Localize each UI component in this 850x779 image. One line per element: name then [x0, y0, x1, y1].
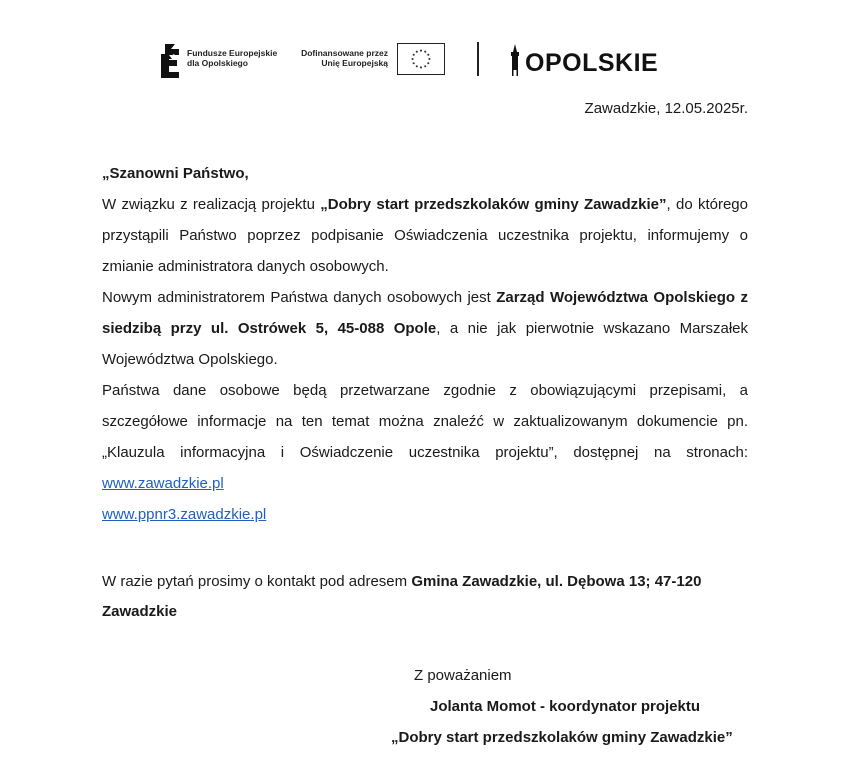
- eu-star-icon: [413, 54, 415, 56]
- eu-flag-icon: [397, 43, 445, 75]
- eu-star-icon: [416, 65, 418, 67]
- eu-star-icon: [416, 51, 418, 53]
- link-line-1: [102, 468, 748, 499]
- letter-date: Zawadzkie, 12.05.2025r.: [584, 100, 748, 117]
- contact-paragraph: W razie pytań prosimy o kontakt pod adresem Gmina Zawadzkie, ul. Dębowa 13; 47-120 Zawadzkie: [102, 573, 702, 620]
- paragraph-project: W związku z realizacją projektu „Dobry start przedszkolaków gminy Zawadzkie”, do którego przystąpili Państwo poprzez podpisanie Oświadczenia uczestnika projektu, informujemy o zmianie administratora danych osobowych.: [102, 196, 748, 275]
- project-name: „Dobry start przedszkolaków gminy Zawadzkie”: [320, 196, 667, 213]
- signatory-project: „Dobry start przedszkolaków gminy Zawadzkie”: [391, 729, 733, 746]
- eu-star-icon: [427, 62, 429, 64]
- fundusze-europejskie-logo-icon: [159, 42, 181, 80]
- contact-address: Gmina Zawadzkie, ul. Dębowa 13; 47-120 Zawadzkie: [102, 573, 702, 620]
- eu-star-icon: [428, 58, 430, 60]
- link-zawadzkie[interactable]: www.zawadzkie.pl: [102, 475, 224, 492]
- closing-text: Z poważaniem: [414, 667, 512, 684]
- signatory-name: Jolanta Momot - koordynator projektu: [430, 698, 701, 715]
- logo-bar: [0, 40, 850, 84]
- opolskie-tower-icon: [509, 44, 521, 76]
- eu-star-icon: [424, 51, 426, 53]
- eu-star-icon: [412, 58, 414, 60]
- cofinance-text: Dofinansowane przez Unię Europejską: [301, 48, 388, 68]
- administrator-name: Zarząd Województwa Opolskiego z siedzibą przy ul. Ostrówek 5, 45-088 Opole: [102, 289, 748, 337]
- eu-star-icon: [420, 50, 422, 52]
- eu-star-icon: [427, 54, 429, 56]
- salutation: „Szanowni Państwo,: [102, 165, 249, 182]
- opolskie-logo-text: OPOLSKIE: [525, 49, 659, 77]
- link-ppnr3[interactable]: www.ppnr3.zawadzkie.pl: [102, 506, 267, 523]
- fe-logo-text: Fundusze Europejskie dla Opolskiego: [187, 48, 278, 68]
- logo-divider: [477, 42, 479, 76]
- link-line-2: [102, 499, 748, 530]
- eu-star-icon: [420, 66, 422, 68]
- eu-star-icon: [413, 62, 415, 64]
- paragraph-information: Państwa dane osobowe będą przetwarzane zgodnie z obowiązującymi przepisami, a szczegółowe informacje na ten temat można znaleźć w zaktualizowanym dokumencie pn. „Klauzula informacyjna i Oświadczenie uczestnika projektu”, dostępnej na stronach:: [102, 382, 748, 461]
- eu-star-icon: [424, 65, 426, 67]
- letter-body: [102, 158, 748, 530]
- paragraph-administrator: Nowym administratorem Państwa danych osobowych jest Zarząd Województwa Opolskiego z siedzibą przy ul. Ostrówek 5, 45-088 Opole, a nie jak pierwotnie wskazano Marszałek Województwa Opolskiego.: [102, 289, 748, 368]
